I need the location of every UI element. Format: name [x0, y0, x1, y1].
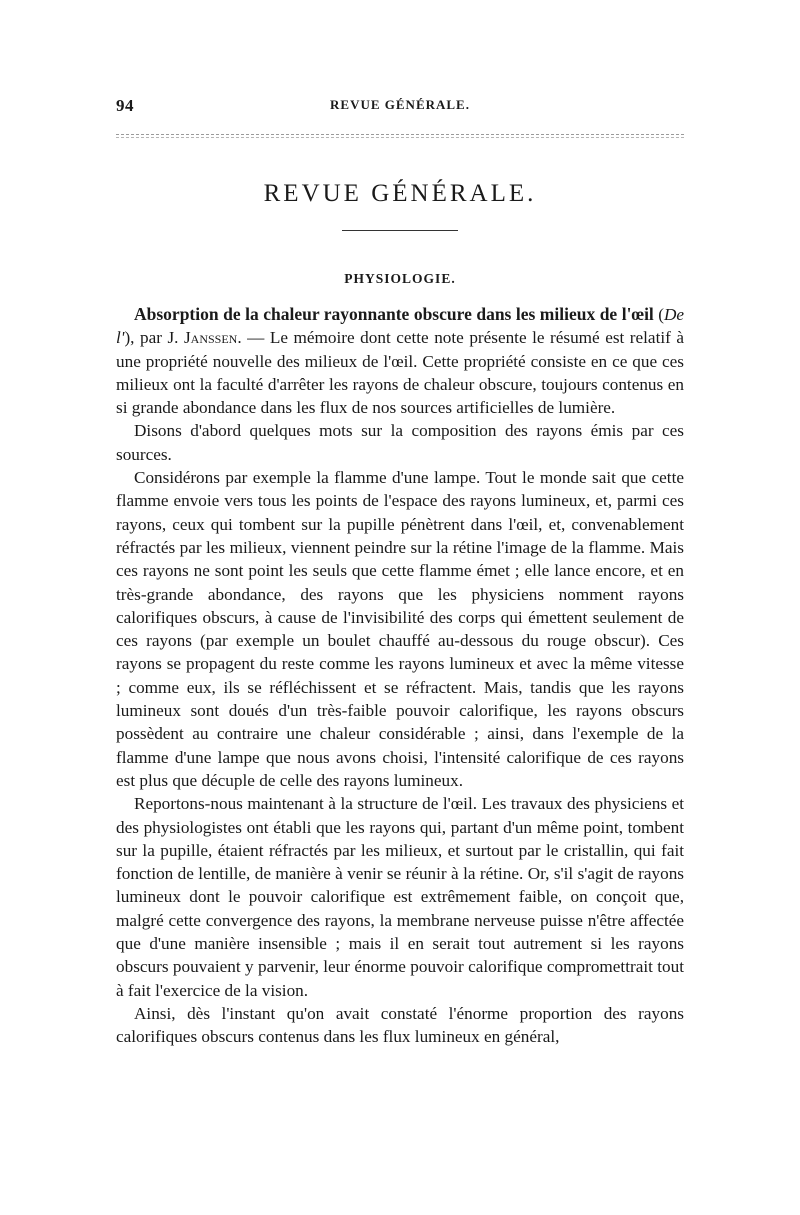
running-head-title: REVUE GÉNÉRALE. — [330, 97, 470, 112]
running-head — [116, 96, 684, 118]
title-divider — [342, 230, 458, 231]
article-intro-paragraph — [116, 303, 684, 419]
paragraph: Disons d'abord quelques mots sur la composition des rayons émis par ces sources. — [116, 421, 684, 464]
book-page — [116, 96, 684, 1049]
subsection-title: PHYSIOLOGIE. — [344, 271, 456, 286]
page-number: 94 — [116, 96, 134, 115]
paragraph: Reportons-nous maintenant à la structure de l'œil. Les travaux des physiciens et des physiologistes ont établi que les rayons qui, partant d'un même point, tombent sur la pupille, étaient réfractés par les milieux, et surtout par le cristallin, qui fait fonction de lentille, de manière à venir se réunir à la rétine. Or, s'il s'agit de rayons lumineux dont le pouvoir calorifique est extrêmement faible, on conçoit que, malgré cette convergence des rayons, la membrane nerveuse puisse n'être affectée que d'une manière insensible ; mais il en serait tout autrement si les rayons obscurs pouvaient y parvenir, leur énorme pouvoir calorifique compromettrait tout à fait l'exercice de la vision. — [116, 794, 684, 1000]
article-author: Janssen — [183, 328, 238, 348]
citation-prefix: ( — [653, 305, 664, 324]
citation-italic: De l' — [116, 305, 684, 348]
header-rule — [116, 134, 684, 138]
paragraph: Considérons par exemple la flamme d'une lampe. Tout le monde sait que cette flamme envoie vers tous les points de l'espace des rayons lumineux, et, parmi ces rayons, ceux qui tombent sur la pupille pénètrent dans l'œil, et, convenablement réfractés par les milieux, viennent peindre sur la rétine l'image de la flamme. Mais ces rayons ne sont point les seuls que cette flamme émet ; elle lance encore, et en très-grande abondance, des rayons que les physiciens nomment rayons calorifiques obscurs, à cause de l'invisibilité des corps qui émettent seulement de ces rayons (par exemple un boulet chauffé au-dessous du rouge obscur). Ces rayons se propagent du reste comme les rayons lumineux et avec la même vitesse ; comme eux, ils se réfléchissent et se réfractent. Mais, tandis que les rayons lumineux sont doués d'un très-faible pouvoir calorifique, les rayons obscurs possèdent au contraire une chaleur considérable ; ainsi, dans l'exemple de la flamme d'une lampe que nous avons choisi, l'intensité calorifique de ces rayons est plus que décuple de celle des rayons lumineux. — [116, 468, 684, 790]
citation-suffix: ), par J. — [124, 328, 184, 348]
article-body — [116, 303, 684, 1049]
article-title: Absorption de la chaleur rayonnante obscure dans les milieux de l'œil — [134, 304, 654, 324]
paragraph: Ainsi, dès l'instant qu'on avait constaté l'énorme proportion des rayons calorifiques obscurs contenus dans les flux lumineux en général, — [116, 1003, 684, 1047]
section-title: REVUE GÉNÉRALE. — [263, 180, 537, 207]
article-intro-text: . — Le mémoire dont cette note présente le résumé est relatif à une propriété nouvelle des milieux de l'œil. Cette propriété consiste en ce que ces milieux ont la faculté d'arrêter les rayons de chaleur obscure, toujours contenus en si grande abondance dans les flux de nos sources artificielles de lumière. — [116, 328, 684, 418]
